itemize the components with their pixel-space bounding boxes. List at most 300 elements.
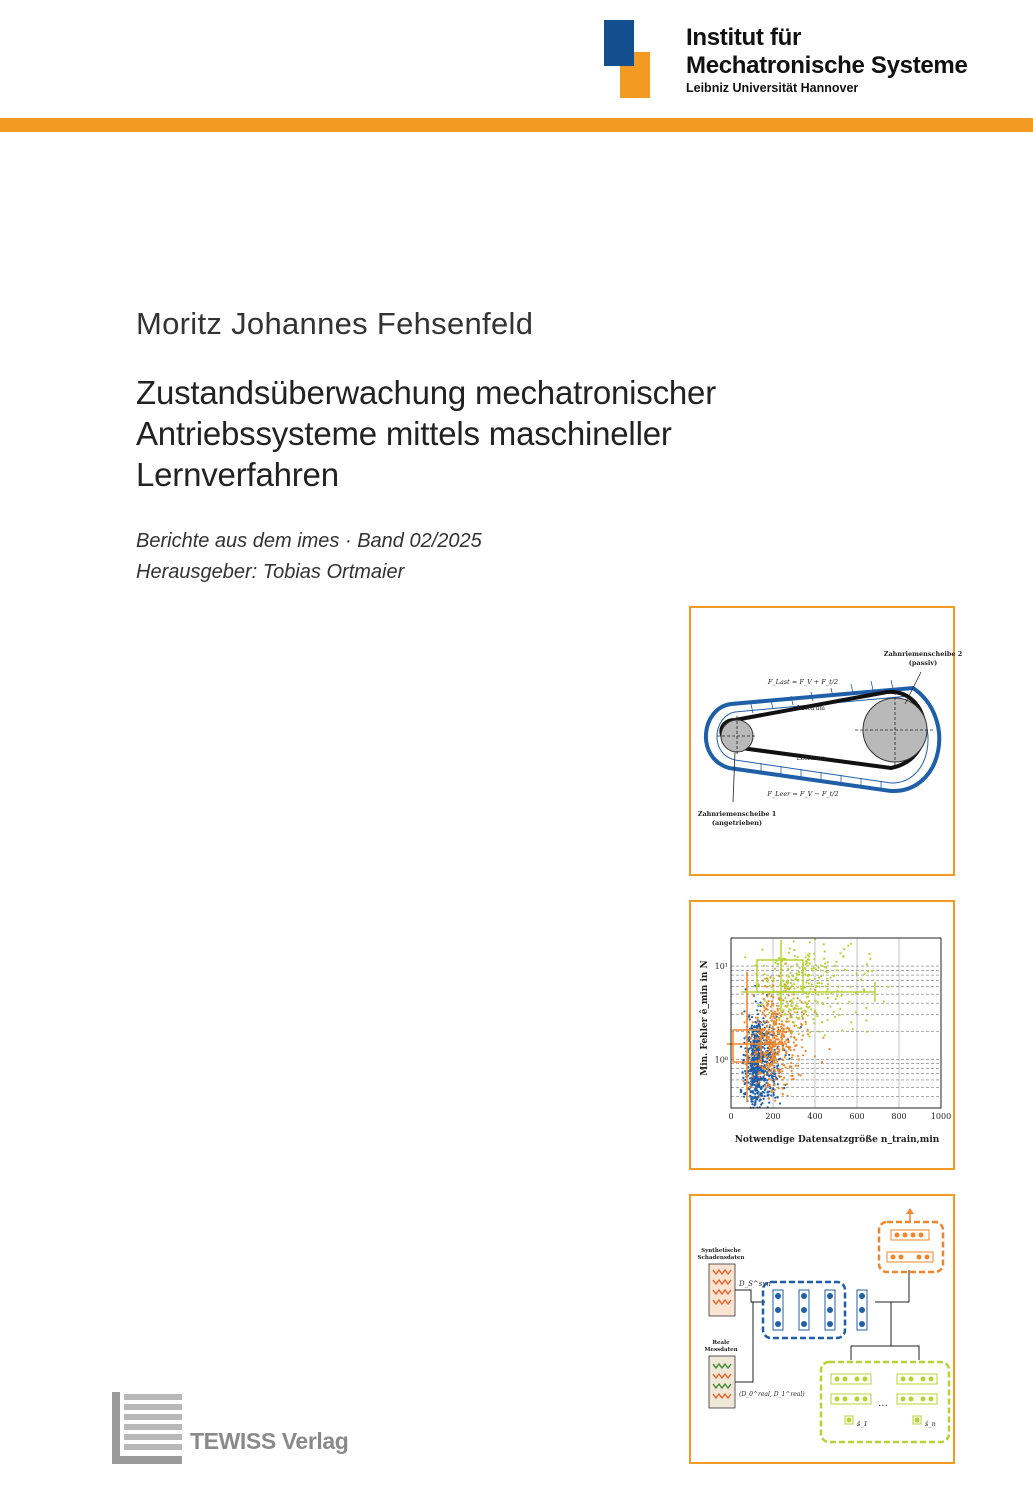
scatter-point (812, 970, 814, 972)
scatter-point (809, 1031, 811, 1033)
label-dataset-target: (D_0^real, D_1^real) (739, 1391, 805, 1398)
scatter-point (863, 988, 865, 990)
scatter-point (774, 968, 776, 970)
scatter-point (773, 1059, 775, 1061)
scatter-point (823, 943, 825, 945)
scatter-point (761, 949, 763, 951)
scatter-point (758, 1032, 760, 1034)
y-tick-label: 10⁰ (714, 1055, 728, 1065)
scatter-point (779, 1014, 781, 1016)
scatter-point (751, 1016, 753, 1018)
scatter-point (785, 1053, 787, 1055)
scatter-point (807, 1029, 809, 1031)
scatter-point (773, 1022, 775, 1024)
scatter-point (769, 1087, 771, 1089)
scatter-point (761, 1004, 763, 1006)
scatter-point (801, 1046, 803, 1048)
scatter-point (770, 1006, 772, 1008)
scatter-point (779, 1031, 781, 1033)
scatter-point (801, 1011, 803, 1013)
scatter-point (771, 986, 773, 988)
scatter-point (769, 1024, 771, 1026)
scatter-point (788, 976, 790, 978)
scatter-point (822, 1037, 824, 1039)
scatter-point (772, 996, 774, 998)
scatter-point (805, 1010, 807, 1012)
scatter-point (771, 1000, 773, 1002)
scatter-point (784, 1014, 786, 1016)
scatter-point (775, 1021, 777, 1023)
scatter-point (766, 1052, 768, 1054)
scatter-point (816, 1012, 818, 1014)
scatter-point (818, 976, 820, 978)
scatter-point (782, 1009, 784, 1011)
scatter-point (748, 1058, 750, 1060)
scatter-point (777, 1096, 779, 1098)
scatter-point (786, 974, 788, 976)
scatter-point (755, 1033, 757, 1035)
scatter-point (807, 975, 809, 977)
scatter-point (847, 945, 849, 947)
scatter-point (764, 1068, 766, 1070)
scatter-point (871, 970, 873, 972)
scatter-point (793, 1008, 795, 1010)
scatter-point (818, 1031, 820, 1033)
scatter-point (772, 1078, 774, 1080)
scatter-point (766, 1094, 768, 1096)
scatter-point (793, 940, 795, 942)
scatter-point (768, 1078, 770, 1080)
scatter-point (793, 987, 795, 989)
scatter-point (757, 1025, 759, 1027)
book-title-line: Antriebssysteme mittels maschineller (136, 415, 672, 452)
scatter-point (834, 1016, 836, 1018)
scatter-point (749, 1068, 751, 1070)
scatter-point (804, 974, 806, 976)
scatter-point (770, 1094, 772, 1096)
scatter-point (750, 1066, 752, 1068)
label-real-data: Reale (712, 1340, 730, 1346)
scatter-point (811, 984, 813, 986)
scatter-point (773, 1065, 775, 1067)
scatter-point (830, 977, 832, 979)
scatter-point (757, 1021, 759, 1023)
scatter-point (762, 980, 764, 982)
scatter-point (778, 1087, 780, 1089)
scatter-point (766, 1002, 768, 1004)
scatter-point (814, 989, 816, 991)
scatter-point (778, 1017, 780, 1019)
heads-ellipsis: … (878, 1398, 888, 1409)
scatter-point (770, 995, 772, 997)
scatter-point (791, 1001, 793, 1003)
scatter-point (767, 1083, 769, 1085)
scatter-point (756, 1049, 758, 1051)
scatter-point (804, 968, 806, 970)
scatter-point (771, 1056, 773, 1058)
scatter-point (769, 1064, 771, 1066)
scatter-point (772, 984, 774, 986)
scatter-point (756, 1046, 758, 1048)
scatter-point (777, 963, 779, 965)
scatter-point (755, 1083, 757, 1085)
scatter-point (808, 1035, 810, 1037)
scatter-point (774, 1049, 776, 1051)
editor-line: Herausgeber: Tobias Ortmaier (136, 561, 405, 583)
scatter-point (839, 1008, 841, 1010)
scatter-point (767, 1021, 769, 1023)
scatter-point (786, 979, 788, 981)
scatter-point (824, 962, 826, 964)
scatter-point (807, 1033, 809, 1035)
scatter-point (782, 1093, 784, 1095)
scatter-point (773, 980, 775, 982)
scatter-point (768, 1028, 770, 1030)
scatter-point (801, 1039, 803, 1041)
scatter-point (816, 985, 818, 987)
scatter-point (753, 1026, 755, 1028)
scatter-point (813, 958, 815, 960)
scatter-point (784, 997, 786, 999)
scatter-point (765, 1033, 767, 1035)
scatter-point (809, 941, 811, 943)
scatter-point (772, 1037, 774, 1039)
header-divider-bar (0, 118, 1033, 132)
scatter-point (807, 965, 809, 967)
scatter-point (833, 975, 835, 977)
label-dataset-source: D_S^syn (739, 1280, 771, 1288)
scatter-point (757, 1085, 759, 1087)
label-synthetic-data-2: Schadensdaten (697, 1255, 745, 1261)
scatter-point (820, 975, 822, 977)
scatter-point (798, 1008, 800, 1010)
scatter-point (775, 1035, 777, 1037)
scatter-point (773, 977, 775, 979)
scatter-point (763, 1098, 765, 1100)
scatter-point (757, 1013, 759, 1015)
scatter-point (777, 1083, 779, 1085)
scatter-point (779, 1071, 781, 1073)
decoder-layers (887, 1208, 933, 1262)
scatter-point (777, 1051, 779, 1053)
scatter-point (762, 1012, 764, 1014)
scatter-point (827, 997, 829, 999)
scatter-point (803, 1013, 805, 1015)
scatter-point (855, 1011, 857, 1013)
scatter-point (742, 1080, 744, 1082)
scatter-point (814, 978, 816, 980)
scatter-point (785, 1020, 787, 1022)
institute-name-line1: Institut für (686, 24, 802, 51)
scatter-point (766, 1064, 768, 1066)
scatter-point (785, 1039, 787, 1041)
scatter-point (791, 1070, 793, 1072)
scatter-point (758, 1071, 760, 1073)
scatter-point (788, 952, 790, 954)
scatter-point (763, 1021, 765, 1023)
scatter-point (805, 1021, 807, 1023)
scatter-point (783, 985, 785, 987)
scatter-point (771, 1030, 773, 1032)
scatter-point (744, 956, 746, 958)
scatter-point (781, 1020, 783, 1022)
scatter-point (754, 1021, 756, 1023)
scatter-point (761, 1024, 763, 1026)
scatter-point (770, 1051, 772, 1053)
scatter-point (836, 995, 838, 997)
scatter-point (816, 982, 818, 984)
scatter-point (744, 1070, 746, 1072)
scatter-point (764, 1000, 766, 1002)
scatter-point (841, 1029, 843, 1031)
scatter-point (780, 1069, 782, 1071)
scatter-point (765, 1087, 767, 1089)
scatter-point (789, 947, 791, 949)
scatter-point (802, 1034, 804, 1036)
scatter-point (767, 1059, 769, 1061)
scatter-point (787, 1046, 789, 1048)
scatter-point (773, 1094, 775, 1096)
scatter-point (756, 1009, 758, 1011)
scatter-point (850, 1021, 852, 1023)
scatter-point (785, 1050, 787, 1052)
scatter-point (783, 1034, 785, 1036)
scatter-point (754, 1053, 756, 1055)
scatter-point (817, 1001, 819, 1003)
label-pulley2-role: (passiv) (908, 659, 938, 667)
scatter-point (804, 986, 806, 988)
encoder-layers (773, 1290, 867, 1330)
scatter-point (752, 1021, 754, 1023)
scatter-point (749, 1047, 751, 1049)
label-pulley1: Zahnriemenscheibe 1 (697, 810, 777, 818)
scatter-point (759, 1096, 761, 1098)
scatter-point (856, 972, 858, 974)
scatter-point (744, 1083, 746, 1085)
scatter-point (777, 1069, 779, 1071)
scatter-point (793, 1049, 795, 1051)
scatter-point (860, 978, 862, 980)
series-line: Berichte aus dem imes · Band 02/2025 (136, 530, 482, 552)
scatter-point (786, 1006, 788, 1008)
scatter-point (755, 1078, 757, 1080)
scatter-point (790, 982, 792, 984)
scatter-point (797, 956, 799, 958)
x-tick-label: 600 (849, 1112, 865, 1121)
scatter-point (749, 1018, 751, 1020)
scatter-point (850, 943, 852, 945)
scatter-point (768, 1102, 770, 1104)
scatter-point (801, 1001, 803, 1003)
scatter-point (798, 1058, 800, 1060)
scatter-point (793, 949, 795, 951)
scatter-point (796, 974, 798, 976)
scatter-point (806, 961, 808, 963)
scatter-point (761, 1093, 763, 1095)
scatter-point (755, 1038, 757, 1040)
scatter-point (781, 1023, 783, 1025)
scatter-point (869, 958, 871, 960)
label-output-last: ŝ_n (925, 1420, 936, 1428)
scatter-point (759, 1022, 761, 1024)
scatter-point (785, 985, 787, 987)
scatter-point (787, 1095, 789, 1097)
scatter-point (755, 1076, 757, 1078)
scatter-point (793, 1036, 795, 1038)
scatter-point (763, 1074, 765, 1076)
scatter-point (786, 1083, 788, 1085)
scatter-point (814, 1010, 816, 1012)
scatter-point (778, 1012, 780, 1014)
scatter-point (786, 1000, 788, 1002)
scatter-point (787, 968, 789, 970)
scatter-point (773, 1051, 775, 1053)
scatter-point (766, 1026, 768, 1028)
scatter-point (793, 1022, 795, 1024)
scatter-point (829, 1005, 831, 1007)
scatter-point (793, 993, 795, 995)
scatter-point (750, 1038, 752, 1040)
scatter-point (757, 1063, 759, 1065)
scatter-point (768, 1012, 770, 1014)
scatter-point (778, 1058, 780, 1060)
y-tick-label: 10¹ (714, 962, 728, 972)
scatter-point (766, 986, 768, 988)
publisher-name: TEWISS Verlag (190, 1428, 349, 1454)
scatter-point (751, 1084, 753, 1086)
scatter-point (822, 1002, 824, 1004)
scatter-point (743, 1096, 745, 1098)
scatter-point (821, 982, 823, 984)
scatter-point (807, 996, 809, 998)
scatter-point (817, 994, 819, 996)
scatter-point (782, 1045, 784, 1047)
scatter-point (743, 1059, 745, 1061)
scatter-point (828, 1048, 830, 1050)
scatter-point (790, 966, 792, 968)
scatter-point (770, 1048, 772, 1050)
scatter-point (809, 985, 811, 987)
scatter-point (788, 1020, 790, 1022)
scatter-point (807, 954, 809, 956)
scatter-point (751, 1055, 753, 1057)
scatter-point (785, 1066, 787, 1068)
scatter-point (766, 995, 768, 997)
scatter-point (792, 1054, 794, 1056)
scatter-point (825, 970, 827, 972)
scatter-point (765, 1008, 767, 1010)
scatter-point (835, 961, 837, 963)
scatter-point (848, 1001, 850, 1003)
scatter-point (781, 1030, 783, 1032)
scatter-point (741, 1012, 743, 1014)
scatter-point (791, 1032, 793, 1034)
scatter-point (794, 955, 796, 957)
scatter-point (773, 1073, 775, 1075)
scatter-point (778, 1019, 780, 1021)
scatter-point (758, 1004, 760, 1006)
scatter-point (750, 1099, 752, 1101)
scatter-point (759, 1002, 761, 1004)
x-tick-label: 800 (891, 1112, 907, 1121)
scatter-point (763, 1052, 765, 1054)
scatter-point (782, 1028, 784, 1030)
scatter-point (773, 1055, 775, 1057)
x-tick-label: 1000 (930, 1112, 952, 1121)
label-synthetic-data: Synthetische (701, 1248, 741, 1254)
scatter-point (800, 988, 802, 990)
scatter-point (777, 1027, 779, 1029)
scatter-point (806, 1002, 808, 1004)
scatter-point (778, 1075, 780, 1077)
scatter-point (764, 985, 766, 987)
scatter-point (790, 972, 792, 974)
scatter-point (753, 1069, 755, 1071)
figure-transfer-network (689, 1194, 955, 1464)
scatter-point (777, 1038, 779, 1040)
scatter-point (744, 1079, 746, 1081)
scatter-point (887, 986, 889, 988)
label-real-data-2: Messdaten (704, 1347, 738, 1353)
scatter-point (770, 1079, 772, 1081)
scatter-point (774, 1062, 776, 1064)
scatter-point (753, 1033, 755, 1035)
chart-y-axis-label: Min. Fehler ê_min in N (700, 960, 710, 1076)
scatter-point (770, 1069, 772, 1071)
scatter-point (802, 1054, 804, 1056)
scatter-point (748, 1033, 750, 1035)
scatter-point (760, 1098, 762, 1100)
scatter-point (762, 1056, 764, 1058)
scatter-point (769, 1026, 771, 1028)
scatter-point (765, 1056, 767, 1058)
scatter-point (749, 1073, 751, 1075)
scatter-point (761, 1095, 763, 1097)
scatter-point (768, 1070, 770, 1072)
scatter-point (774, 1075, 776, 1077)
scatter-point (766, 1079, 768, 1081)
scatter-point (744, 1054, 746, 1056)
scatter-point (755, 1065, 757, 1067)
scatter-point (827, 983, 829, 985)
scatter-point (814, 993, 816, 995)
scatter-point (815, 964, 817, 966)
scatter-point (757, 1057, 759, 1059)
scatter-point (790, 1062, 792, 1064)
scatter-point (837, 1002, 839, 1004)
scatter-point (852, 1028, 854, 1030)
scatter-point (754, 1048, 756, 1050)
scatter-point (800, 1074, 802, 1076)
scatter-point (758, 983, 760, 985)
scatter-point (759, 1010, 761, 1012)
scatter-point (749, 1077, 751, 1079)
formula-bottom: F_Leer = F_V − F_t/2 (767, 790, 839, 798)
scatter-point (758, 1081, 760, 1083)
scatter-point (772, 1026, 774, 1028)
scatter-point (826, 978, 828, 980)
scatter-point (802, 1018, 804, 1020)
scatter-point (827, 988, 829, 990)
scatter-point (744, 1021, 746, 1023)
scatter-point (781, 1034, 783, 1036)
scatter-point (761, 1066, 763, 1068)
scatter-point (800, 1023, 802, 1025)
scatter-point (833, 1011, 835, 1013)
scatter-point (798, 974, 800, 976)
scatter-point (805, 1023, 807, 1025)
formula-top: F_Last = F_V + F_t/2 (767, 678, 839, 686)
